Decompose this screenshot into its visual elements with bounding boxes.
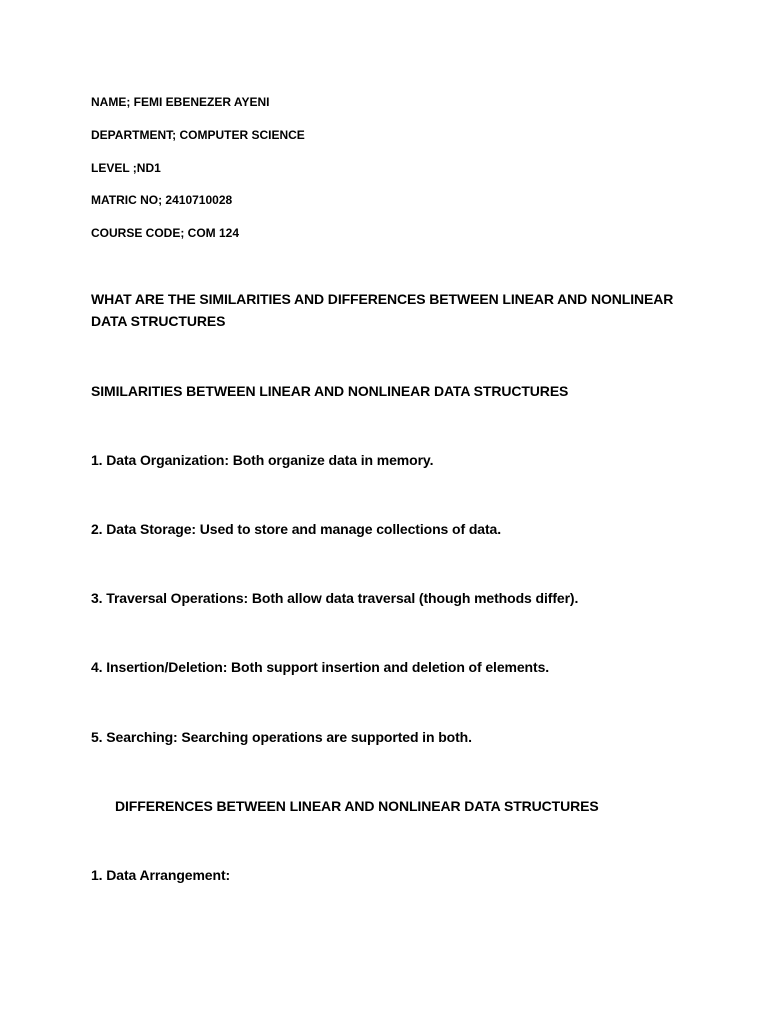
similarity-item: 3. Traversal Operations: Both allow data traversal (though methods differ). — [91, 590, 579, 606]
similarity-item: 4. Insertion/Deletion: Both support insertion and deletion of elements. — [91, 659, 550, 675]
course-code: COURSE CODE; COM 124 — [91, 226, 240, 240]
student-matric-no: MATRIC NO; 2410710028 — [91, 193, 233, 207]
similarity-item: 1. Data Organization: Both organize data in memory. — [91, 452, 434, 468]
question-heading: WHAT ARE THE SIMILARITIES AND DIFFERENCES BETWEEN LINEAR AND NONLINEAR DATA STRUCTURES — [91, 291, 674, 329]
difference-item: 1. Data Arrangement: — [91, 867, 231, 883]
student-department: DEPARTMENT; COMPUTER SCIENCE — [91, 128, 305, 142]
similarities-heading: SIMILARITIES BETWEEN LINEAR AND NONLINEAR DATA STRUCTURES — [91, 383, 569, 399]
differences-heading: DIFFERENCES BETWEEN LINEAR AND NONLINEAR DATA STRUCTURES — [115, 798, 599, 814]
similarity-item: 2. Data Storage: Used to store and manage collections of data. — [91, 521, 502, 537]
student-level: LEVEL ;ND1 — [91, 161, 161, 175]
student-name: NAME; FEMI EBENEZER AYENI — [91, 95, 270, 109]
similarity-item: 5. Searching: Searching operations are supported in both. — [91, 729, 472, 745]
